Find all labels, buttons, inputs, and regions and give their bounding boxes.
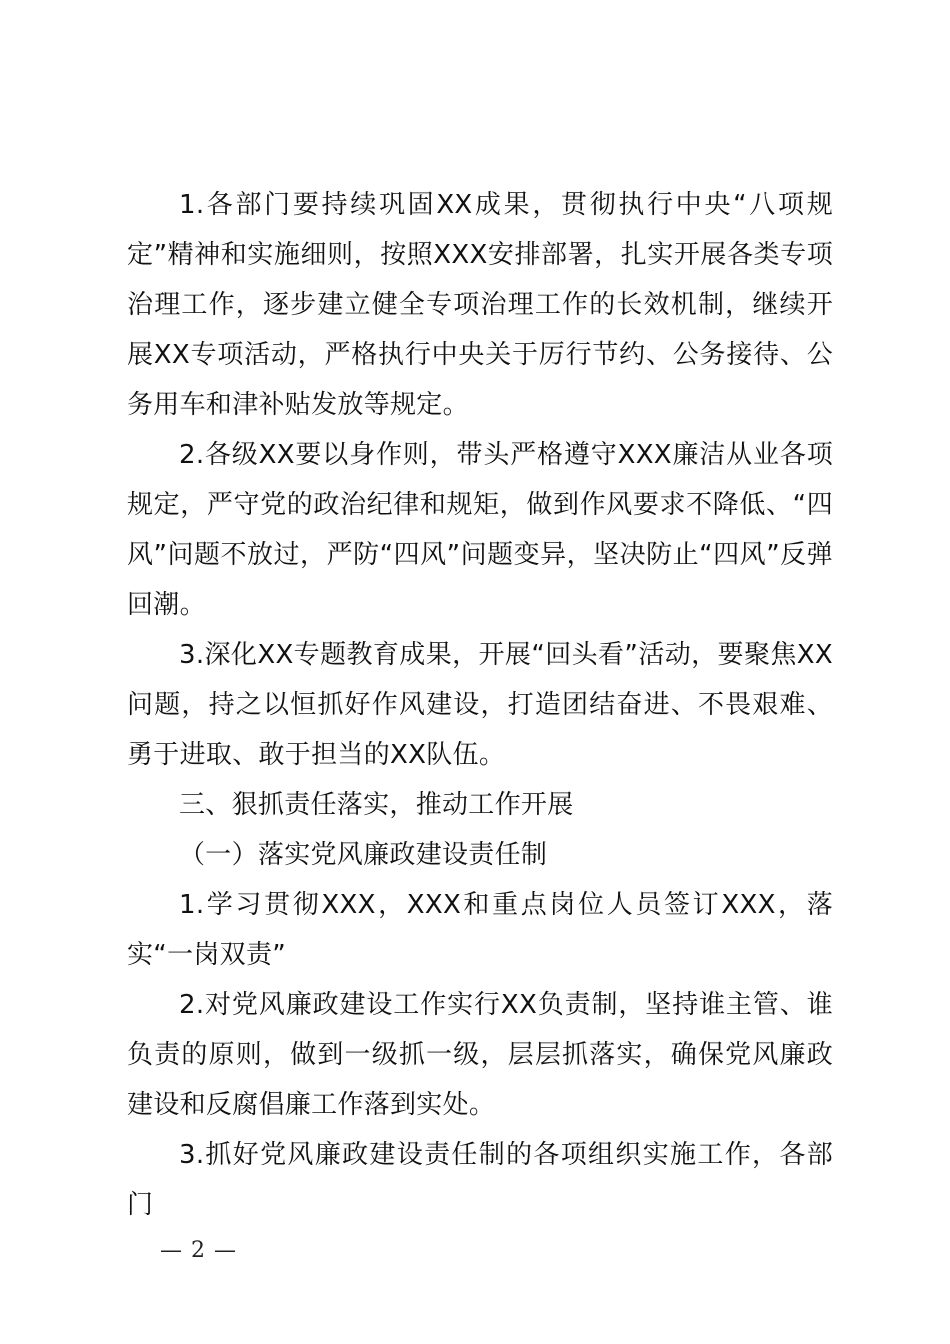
sub-paragraph-1: 1.学习贯彻XXX，XXX和重点岗位人员签订XXX，落实“一岗双责”	[127, 890, 833, 970]
paragraph-3: 3.深化XX专题教育成果，开展“回头看”活动，要聚焦XX问题，持之以恒抓好作风建设，打造团结奋进、不畏艰难、勇于进取、敢于担当的XX队伍。	[127, 640, 833, 770]
sub-heading: （一）落实党风廉政建设责任制	[179, 840, 548, 870]
paragraph-2: 2.各级XX要以身作则，带头严格遵守XXX廉洁从业各项规定，严守党的政治纪律和规矩，做到作风要求不降低、“四风”问题不放过，严防“四风”问题变异，坚决防止“四风”反弹回潮。	[127, 440, 833, 620]
sub-paragraph-3: 3.抓好党风廉政建设责任制的各项组织实施工作，各部门	[127, 1140, 833, 1220]
paragraph-1: 1.各部门要持续巩固XX成果，贯彻执行中央“八项规定”精神和实施细则，按照XXX安排部署，扎实开展各类专项治理工作，逐步建立健全专项治理工作的长效机制，继续开展XX专项活动，严格执行中央关于厉行节约、公务接待、公务用车和津补贴发放等规定。	[127, 190, 833, 420]
section-heading: 三、狠抓责任落实，推动工作开展	[179, 790, 574, 820]
document-body	[127, 180, 833, 1230]
sub-paragraph-2: 2.对党风廉政建设工作实行XX负责制，坚持谁主管、谁负责的原则，做到一级抓一级，层层抓落实，确保党风廉政建设和反腐倡廉工作落到实处。	[127, 990, 833, 1120]
page-number: — 2 —	[160, 1238, 237, 1263]
